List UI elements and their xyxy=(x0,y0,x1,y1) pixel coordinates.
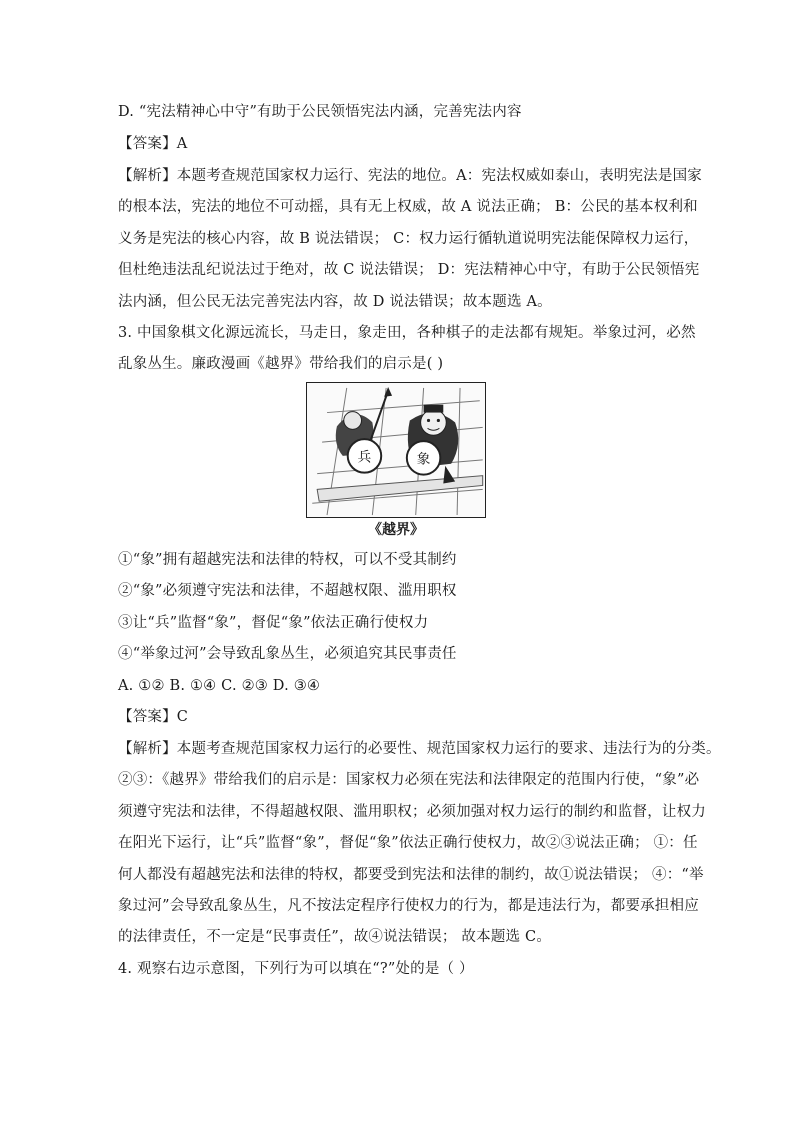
analysis-line: 【解析】本题考查规范国家权力运行、宪法的地位。A：宪法权威如泰山，表明宪法是国家 xyxy=(118,168,702,184)
question-3-line: 3. 中国象棋文化源远流长，马走日，象走田，各种棋子的走法都有规矩。举象过河，必然 xyxy=(118,325,696,341)
chess-cartoon-illustration xyxy=(307,383,485,517)
analysis-line: 【解析】本题考查规范国家权力运行的必要性、规范国家权力运行的要求、违法行为的分类。 xyxy=(118,741,721,757)
analysis-line: 但杜绝违法乱纪说法过于绝对，故 C 说法错误； D：宪法精神心中守，有助于公民领悟宪 xyxy=(118,262,700,278)
analysis-line: 法内涵，但公民无法完善宪法内容，故 D 说法错误；故本题选 A。 xyxy=(118,294,552,310)
figure-caption: 《越界》 xyxy=(368,522,424,538)
answer-label: 【答案】A xyxy=(118,136,188,152)
analysis-line: 的法律责任，不一定是“民事责任”，故④说法错误； 故本题选 C。 xyxy=(118,929,552,945)
option-2-line: ②“象”必须遵守宪法和法律，不超越权限、滥用职权 xyxy=(118,583,457,599)
cartoon-figure xyxy=(306,382,486,518)
analysis-line: 象过河”会导致乱象丛生，凡不按法定程序行使权力的行为，都是违法行为，都要承担相应 xyxy=(118,898,699,914)
option-d-line: D. “宪法精神心中守”有助于公民领悟宪法内涵，完善宪法内容 xyxy=(118,104,522,120)
elephant-piece-label: 象 xyxy=(416,451,431,468)
option-4-line: ④“举象过河”会导致乱象丛生，必须追究其民事责任 xyxy=(118,646,457,662)
analysis-line: 在阳光下运行，让“兵”监督“象”，督促“象”依法正确行使权力，故②③说法正确； ①：任 xyxy=(118,835,698,851)
analysis-line: 义务是宪法的核心内容，故 B 说法错误； C：权力运行循轨道说明宪法能保障权力运行， xyxy=(118,231,699,247)
option-1-line: ①“象”拥有超越宪法和法律的特权，可以不受其制约 xyxy=(118,552,457,568)
choices-line: A. ①② B. ①④ C. ②③ D. ③④ xyxy=(118,678,321,694)
analysis-line: 的根本法，宪法的地位不可动摇，具有无上权威，故 A 说法正确； B：公民的基本权利和 xyxy=(118,199,698,215)
answer-label: 【答案】C xyxy=(118,709,189,725)
analysis-line: 何人都没有超越宪法和法律的特权，都要受到宪法和法律的制约，故①说法错误； ④：“举 xyxy=(118,867,704,883)
soldier-piece-label: 兵 xyxy=(357,449,372,466)
analysis-line: 须遵守宪法和法律，不得超越权限、滥用职权；必须加强对权力运行的制约和监督，让权力 xyxy=(118,804,706,820)
option-3-line: ③让“兵”监督“象”，督促“象”依法正确行使权力 xyxy=(118,615,429,631)
question-4-line: 4. 观察右边示意图，下列行为可以填在“?”处的是（ ） xyxy=(118,961,474,977)
analysis-line: ②③：《越界》带给我们的启示是：国家权力必须在宪法和法律限定的范围内行使，“象”必 xyxy=(118,772,700,788)
question-3-line: 乱象丛生。廉政漫画《越界》带给我们的启示是( ) xyxy=(118,356,444,372)
